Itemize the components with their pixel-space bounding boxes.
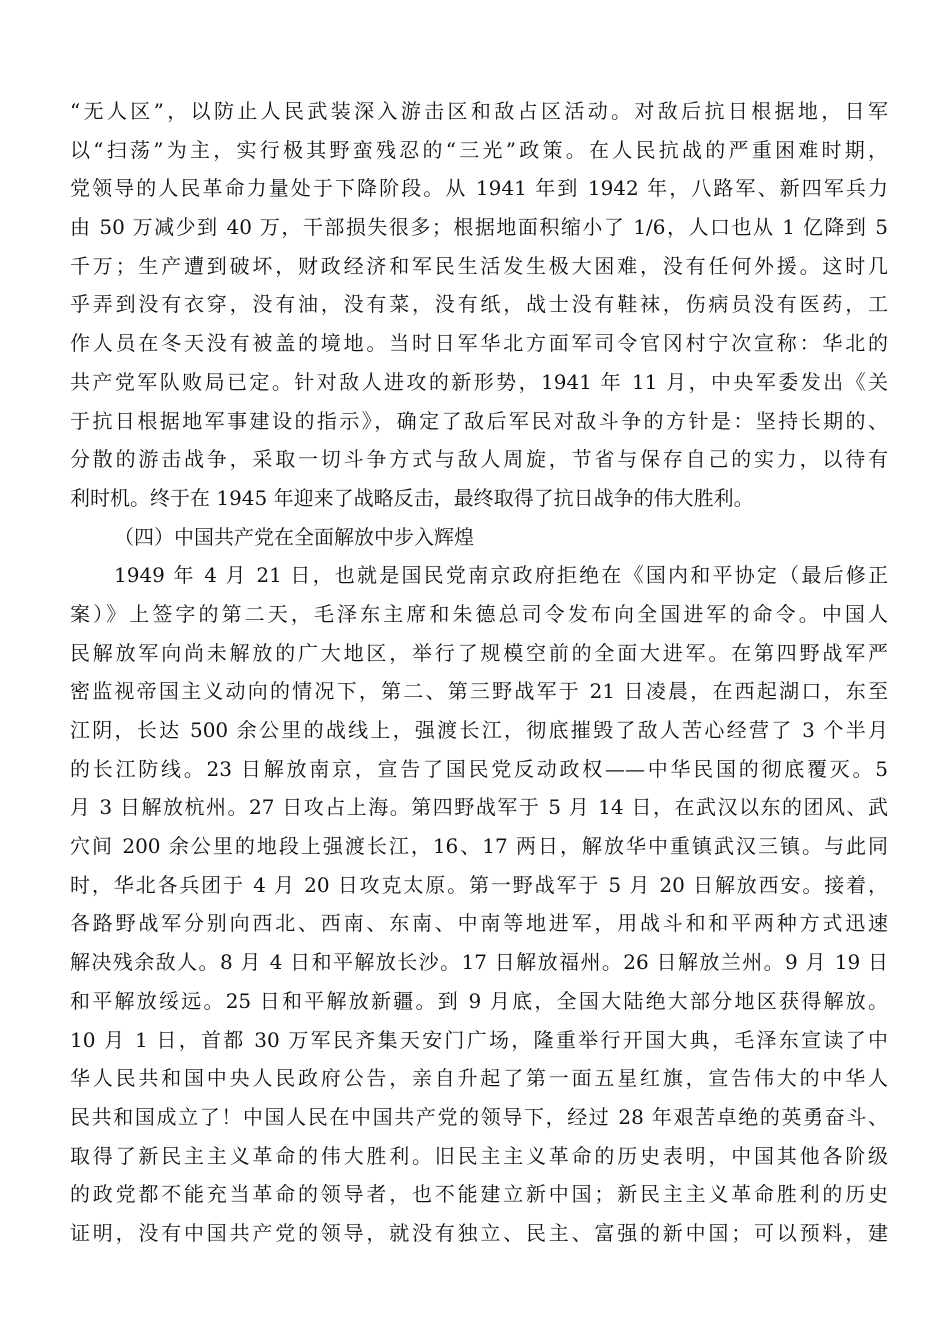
text-line: 时，华北各兵团于 4 月 20 日攻克太原。第一野战军于 5 月 20 日解放西安。接着， (70, 872, 888, 897)
text-line: 解决残余敌人。8 月 4 日和平解放长沙。17 日解放福州。26 日解放兰州。9 月 19 日 (70, 950, 888, 975)
text-line: 以“扫荡”为主，实行极其野蛮残忍的“三光”政策。在人民抗战的严重困难时期， (70, 137, 888, 162)
text-line: 千万；生产遭到破坏，财政经济和军民生活发生极大困难，没有任何外援。这时几 (70, 253, 888, 278)
text-line: 证明，没有中国共产党的领导，就没有独立、民主、富强的新中国；可以预料，建 (70, 1220, 888, 1245)
text-line: 民解放军向尚未解放的广大地区，举行了规模空前的全面大进军。在第四野战军严 (70, 640, 888, 665)
text-line: 各路野战军分别向西北、西南、东南、中南等地进军，用战斗和和平两种方式迅速 (70, 911, 888, 936)
text-line: 密监视帝国主义动向的情况下，第二、第三野战军于 21 日凌晨，在西起湖口，东至 (70, 679, 888, 704)
text-line: 利时机。终于在 1945 年迎来了战略反击，最终取得了抗日战争的伟大胜利。 (70, 485, 754, 510)
text-line: 10 月 1 日，首都 30 万军民齐集天安门广场，隆重举行开国大典，毛泽东宣读了中 (70, 1027, 888, 1052)
text-line: 作人员在冬天没有被盖的境地。当时日军华北方面军司令官冈村宁次宣称：华北的 (70, 331, 888, 356)
text-line: 党领导的人民革命力量处于下降阶段。从 1941 年到 1942 年，八路军、新四军兵力 (70, 176, 888, 201)
text-line: “无人区”，以防止人民武装深入游击区和敌占区活动。对敌后抗日根据地，日军 (70, 99, 888, 123)
text-line: 1949 年 4 月 21 日，也就是国民党南京政府拒绝在《国内和平协定（最后修正 (114, 563, 888, 588)
text-line: 月 3 日解放杭州。27 日攻占上海。第四野战军于 5 月 14 日，在武汉以东的团风、武 (70, 795, 888, 820)
section-heading: （四）中国共产党在全面解放中步入辉煌 (114, 524, 474, 549)
text-line: 华人民共和国中央人民政府公告，亲自升起了第一面五星红旗，宣告伟大的中华人 (70, 1066, 888, 1091)
text-line: 的长江防线。23 日解放南京，宣告了国民党反动政权——中华民国的彻底覆灭。5 (70, 756, 888, 781)
text-line: 案）》上签字的第二天，毛泽东主席和朱德总司令发布向全国进军的命令。中国人 (70, 601, 888, 626)
text-line: 穴间 200 余公里的地段上强渡长江，16、17 两日，解放华中重镇武汉三镇。与此同 (70, 834, 888, 859)
text-line: 江阴，长达 500 余公里的战线上，强渡长江，彻底摧毁了敌人苦心经营了 3 个半月 (70, 718, 888, 742)
text-line: 于抗日根据地军事建设的指示》，确定了敌后军民对敌斗争的方针是：坚持长期的、 (70, 408, 888, 433)
document-body (70, 92, 888, 1253)
text-line: 民共和国成立了！中国人民在中国共产党的领导下，经过 28 年艰苦卓绝的英勇奋斗、 (70, 1104, 888, 1129)
text-line: 分散的游击战争，采取一切斗争方式与敌人周旋，节省与保存自己的实力，以待有 (70, 447, 888, 472)
text-line: 和平解放绥远。25 日和平解放新疆。到 9 月底，全国大陆绝大部分地区获得解放。 (70, 988, 888, 1013)
text-line: 的政党都不能充当革命的领导者，也不能建立新中国；新民主主义革命胜利的历史 (70, 1182, 888, 1207)
text-line: 由 50 万减少到 40 万，干部损失很多；根据地面积缩小了 1/6，人口也从 1 亿降到 5 (70, 215, 888, 240)
text-line: 乎弄到没有衣穿，没有油，没有菜，没有纸，战士没有鞋袜，伤病员没有医药，工 (70, 292, 888, 317)
text-line: 共产党军队败局已定。针对敌人进攻的新形势，1941 年 11 月，中央军委发出《关 (70, 369, 888, 394)
text-line: 取得了新民主主义革命的伟大胜利。旧民主主义革命的历史表明，中国其他各阶级 (70, 1143, 888, 1168)
